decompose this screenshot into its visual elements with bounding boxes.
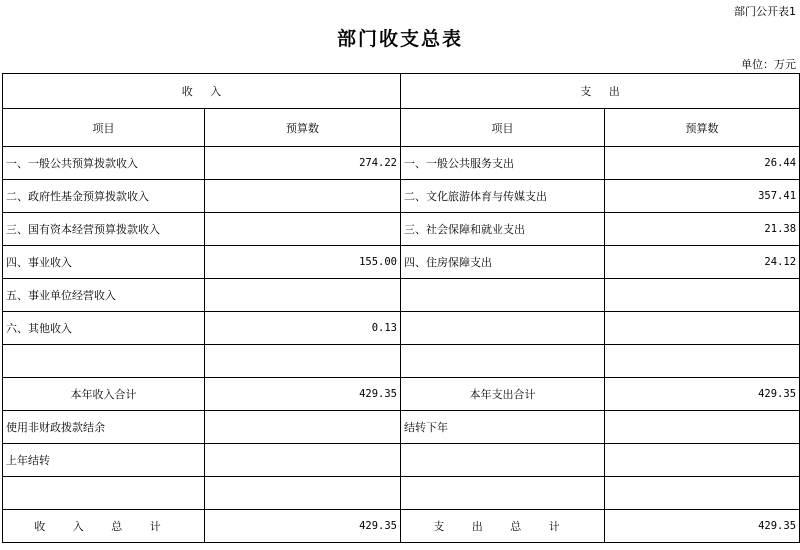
- income-item-header: 项目: [3, 109, 205, 147]
- income-item-cell: 五、事业单位经营收入: [3, 279, 205, 312]
- grand-total-row: [3, 510, 800, 543]
- expense-section-header: 支 出: [401, 74, 800, 109]
- expense-item-cell: 三、社会保障和就业支出: [401, 213, 605, 246]
- income-amount-header: 预算数: [205, 109, 401, 147]
- expense-amount-cell: [605, 279, 800, 312]
- grand-income-total-label: 收 入 总 计: [3, 510, 205, 543]
- expense-amount-cell: [605, 444, 800, 477]
- income-item-cell: 使用非财政拨款结余: [3, 411, 205, 444]
- table-row: [3, 279, 800, 312]
- income-item-cell: 一、一般公共预算拨款收入: [3, 147, 205, 180]
- income-item-cell: 二、政府性基金预算拨款收入: [3, 180, 205, 213]
- expense-amount-cell: 21.38: [605, 213, 800, 246]
- budget-table: [2, 73, 800, 543]
- grand-expense-total-amount: 429.35: [605, 510, 800, 543]
- income-amount-cell: [205, 279, 401, 312]
- expense-item-cell: [401, 345, 605, 378]
- expense-item-cell: 结转下年: [401, 411, 605, 444]
- year-income-total-label: 本年收入合计: [3, 378, 205, 411]
- income-amount-cell: [205, 477, 401, 510]
- year-total-row: [3, 378, 800, 411]
- income-amount-cell: [205, 444, 401, 477]
- expense-item-cell: 一、一般公共服务支出: [401, 147, 605, 180]
- expense-amount-cell: [605, 312, 800, 345]
- table-row: [3, 147, 800, 180]
- income-item-cell: 四、事业收入: [3, 246, 205, 279]
- income-amount-cell: 274.22: [205, 147, 401, 180]
- expense-item-cell: [401, 279, 605, 312]
- table-row: [3, 477, 800, 510]
- expense-item-cell: 二、文化旅游体育与传媒支出: [401, 180, 605, 213]
- year-expense-total-amount: 429.35: [605, 378, 800, 411]
- expense-item-cell: 四、住房保障支出: [401, 246, 605, 279]
- income-amount-cell: [205, 180, 401, 213]
- income-section-header: 收 入: [3, 74, 401, 109]
- expense-amount-cell: [605, 477, 800, 510]
- table-row: [3, 180, 800, 213]
- income-amount-cell: [205, 411, 401, 444]
- expense-item-cell: [401, 312, 605, 345]
- section-header-row: [3, 74, 800, 109]
- expense-item-cell: [401, 477, 605, 510]
- unit-label: 单位：万元: [741, 58, 796, 71]
- expense-item-cell: [401, 444, 605, 477]
- expense-amount-cell: 357.41: [605, 180, 800, 213]
- table-row: [3, 345, 800, 378]
- column-header-row: [3, 109, 800, 147]
- expense-amount-cell: 26.44: [605, 147, 800, 180]
- table-row: [3, 246, 800, 279]
- income-amount-cell: 155.00: [205, 246, 401, 279]
- expense-amount-header: 预算数: [605, 109, 800, 147]
- expense-item-header: 项目: [401, 109, 605, 147]
- form-number: 部门公开表1: [734, 5, 796, 18]
- income-item-cell: [3, 345, 205, 378]
- table-row: [3, 411, 800, 444]
- year-income-total-amount: 429.35: [205, 378, 401, 411]
- grand-expense-total-label: 支 出 总 计: [401, 510, 605, 543]
- income-amount-cell: 0.13: [205, 312, 401, 345]
- income-item-cell: [3, 477, 205, 510]
- income-amount-cell: [205, 345, 401, 378]
- expense-amount-cell: [605, 411, 800, 444]
- year-expense-total-label: 本年支出合计: [401, 378, 605, 411]
- page-title: 部门收支总表: [336, 28, 463, 50]
- income-item-cell: 六、其他收入: [3, 312, 205, 345]
- income-amount-cell: [205, 213, 401, 246]
- expense-amount-cell: 24.12: [605, 246, 800, 279]
- grand-income-total-amount: 429.35: [205, 510, 401, 543]
- table-row: [3, 213, 800, 246]
- income-item-cell: 上年结转: [3, 444, 205, 477]
- table-row: [3, 444, 800, 477]
- table-row: [3, 312, 800, 345]
- income-item-cell: 三、国有资本经营预算拨款收入: [3, 213, 205, 246]
- expense-amount-cell: [605, 345, 800, 378]
